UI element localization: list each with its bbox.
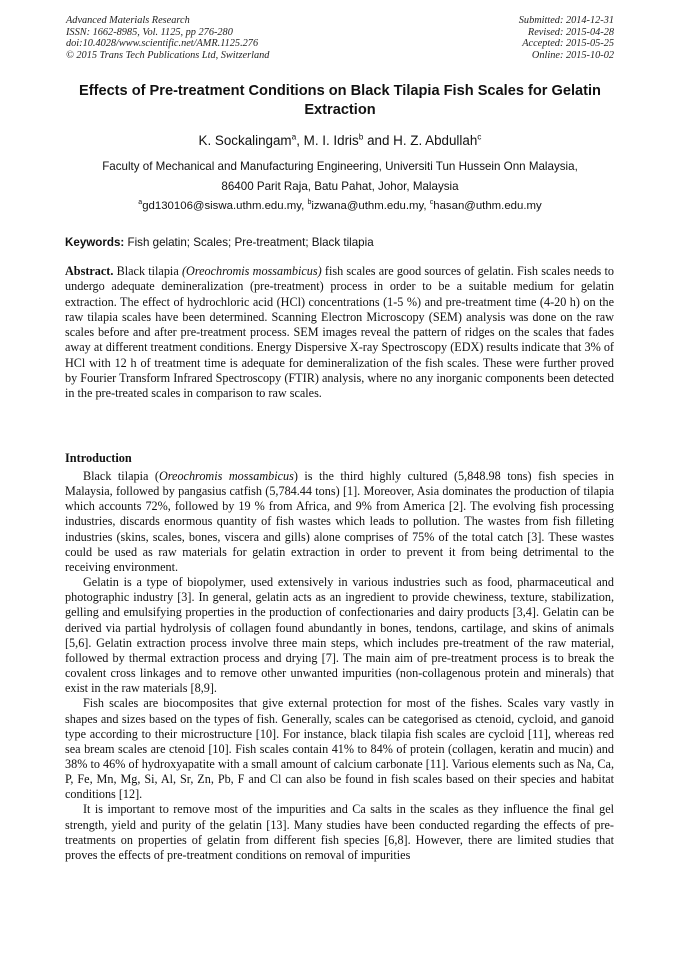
introduction-body bbox=[65, 469, 614, 863]
submission-dates bbox=[519, 15, 614, 61]
journal-doi[interactable]: doi:10.4028/www.scientific.net/AMR.1125.276 bbox=[66, 38, 259, 49]
paragraph-text: Black tilapia ( bbox=[83, 469, 159, 483]
author-mark: c bbox=[477, 131, 482, 142]
author-mark: a bbox=[291, 131, 297, 142]
author-mark: b bbox=[358, 131, 364, 142]
journal-name: Advanced Materials Research bbox=[66, 15, 190, 26]
paper-title: Effects of Pre-treatment Conditions on Black Tilapia Fish Scales for Gelatin Extraction bbox=[79, 83, 601, 118]
author-separator: and bbox=[363, 133, 394, 148]
author-emails bbox=[60, 200, 620, 212]
paragraph: It is important to remove most of the impurities and Ca salts in the scales as they influence the final gel strength, yield and purity of the gelatin [13]. Many studies have been conducted regarding the effects of pre-treatments on properties of gelatin from different fish species [6,8]. However, there are limited studies that proves the effects of pre-treatment conditions on removal of impurities bbox=[65, 802, 614, 862]
abstract-label: Abstract. bbox=[65, 264, 114, 278]
section-heading-introduction: Introduction bbox=[65, 451, 132, 465]
affiliation-line-1: Faculty of Mechanical and Manufacturing Engineering, Universiti Tun Hussein Onn Malaysia, bbox=[102, 160, 578, 173]
abstract-text: fish scales are good sources of gelatin. Fish scales needs to undergo adequate demineralization (pre-treatment) process in order to be a suitable medium for gelatin extraction. The effect of hydrochloric acid (HCl) concentrations (1-5 %) and pre-treatment time (4-20 h) on the raw tilapia scales have been determined. Scanning Electron Microscopy (SEM) analysis was done on the raw scales before and after pre-treatment process. SEM images reveal the pattern of ridges on the scales that fades away at different treatment conditions. Energy Dispersive X-ray Spectroscopy (EDX) results indicate that 3% of HCl with 12 h of treatment time is adequate for demineralization of the fish scales. These were further proved by Fourier Transform Infrared Spectroscopy (FTIR) analysis, where no any inorganic components been detected in the pre-treated scales in comparison to raw scales. bbox=[65, 264, 614, 401]
author-list bbox=[60, 133, 620, 148]
email-link[interactable]: gd130106@siswa.uthm.edu.my, bbox=[142, 200, 308, 212]
abstract-species: (Oreochromis mossambicus) bbox=[181, 264, 322, 278]
date-online: Online: 2015-10-02 bbox=[531, 49, 614, 61]
date-submitted: Submitted: 2014-12-31 bbox=[518, 15, 614, 26]
author-name: K. Sockalingam bbox=[198, 133, 292, 148]
journal-info bbox=[66, 15, 269, 61]
paragraph-text: ) is the third highly cultured (5,848.98 tons) fish species in Malaysia, followed by pangasius catfish (5,784.44 tons) [1]. Moreover, Asia dominates the production of tilapia which accounts 72%, followed by 19 % from Africa, and 9% from America [2]. The evolving fish processing industries, discards enormous quantity of fish wastes which leads to pollution. The wastes from fish filleting industries (skins, scales, bones, viscera and gills) alone comprises of 75% of the total catch [3]. These wastes could be used as raw materials for gelatin extraction in order to prevent it from being detrimental to the receiving environment. bbox=[65, 469, 615, 574]
affiliation-line-2: 86400 Parit Raja, Batu Pahat, Johor, Malaysia bbox=[221, 180, 459, 193]
author-separator: , bbox=[296, 133, 304, 148]
paragraph bbox=[65, 469, 614, 575]
journal-copyright: © 2015 Trans Tech Publications Ltd, Switzerland bbox=[66, 49, 270, 61]
journal-issn: ISSN: 1662-8985, Vol. 1125, pp 276-280 bbox=[66, 26, 233, 38]
paragraph: Fish scales are biocomposites that give external protection for most of the fishes. Scales vary vastly in shapes and sizes based on the types of fish. Generally, scales can be categorised as ctenoid, cycloid, and ganoid type according to their microstructure [10]. For instance, black tilapia fish scales are cycloid [11], whereas red sea bream scales are ctenoid [10]. Fish scales contain 41% to 84% of protein (collagen, keratin and mucin) and 38% to 46% of hydroxyapatite with a small amount of calcium carbonate [11]. Various elements such as Na, Ca, P, Fe, Mn, Mg, Si, Al, Sr, Zn, Pb, F and Cl can also be found in fish scales based on their species and habitat conditions [12]. bbox=[65, 696, 614, 802]
keywords-label: Keywords: bbox=[65, 236, 125, 249]
email-link[interactable]: hasan@uthm.edu.my bbox=[433, 200, 542, 212]
email-link[interactable]: izwana@uthm.edu.my, bbox=[311, 200, 430, 212]
author-name: H. Z. Abdullah bbox=[393, 133, 478, 148]
species-name: Oreochromis mossambicus bbox=[158, 469, 294, 483]
abstract bbox=[65, 264, 614, 402]
email-mark: a bbox=[138, 199, 143, 207]
paragraph: Gelatin is a type of biopolymer, used extensively in various industries such as food, pharmaceutical and photographic industry [3]. In general, gelatin acts as an ingredient to provide chewiness, texture, stabilization, gelling and emulsifying properties in the production of confectionaries and dairy products [3,4]. Gelatin can be derived via partial hydrolysis of collagen found abundantly in bones, tendons, cartilage, and skins of animals [5,6]. Gelatin extraction process involve three main steps, which includes pre-treatment of the raw material, followed by thermal extraction process and drying [7]. The main aim of pre-treatment process is to break the covalent cross linkages and to remove other unwanted impurities (non-collagenous protein and minerals) that exist in the raw materials [8,9]. bbox=[65, 575, 614, 696]
date-accepted: Accepted: 2015-05-25 bbox=[522, 38, 614, 49]
date-revised: Revised: 2015-04-28 bbox=[527, 26, 614, 38]
keywords bbox=[65, 236, 615, 249]
author-name: M. I. Idris bbox=[303, 133, 359, 148]
email-mark: c bbox=[429, 199, 434, 207]
email-mark: b bbox=[307, 199, 312, 207]
keywords-text: Fish gelatin; Scales; Pre-treatment; Black tilapia bbox=[124, 236, 374, 249]
abstract-text: Black tilapia bbox=[113, 264, 182, 278]
